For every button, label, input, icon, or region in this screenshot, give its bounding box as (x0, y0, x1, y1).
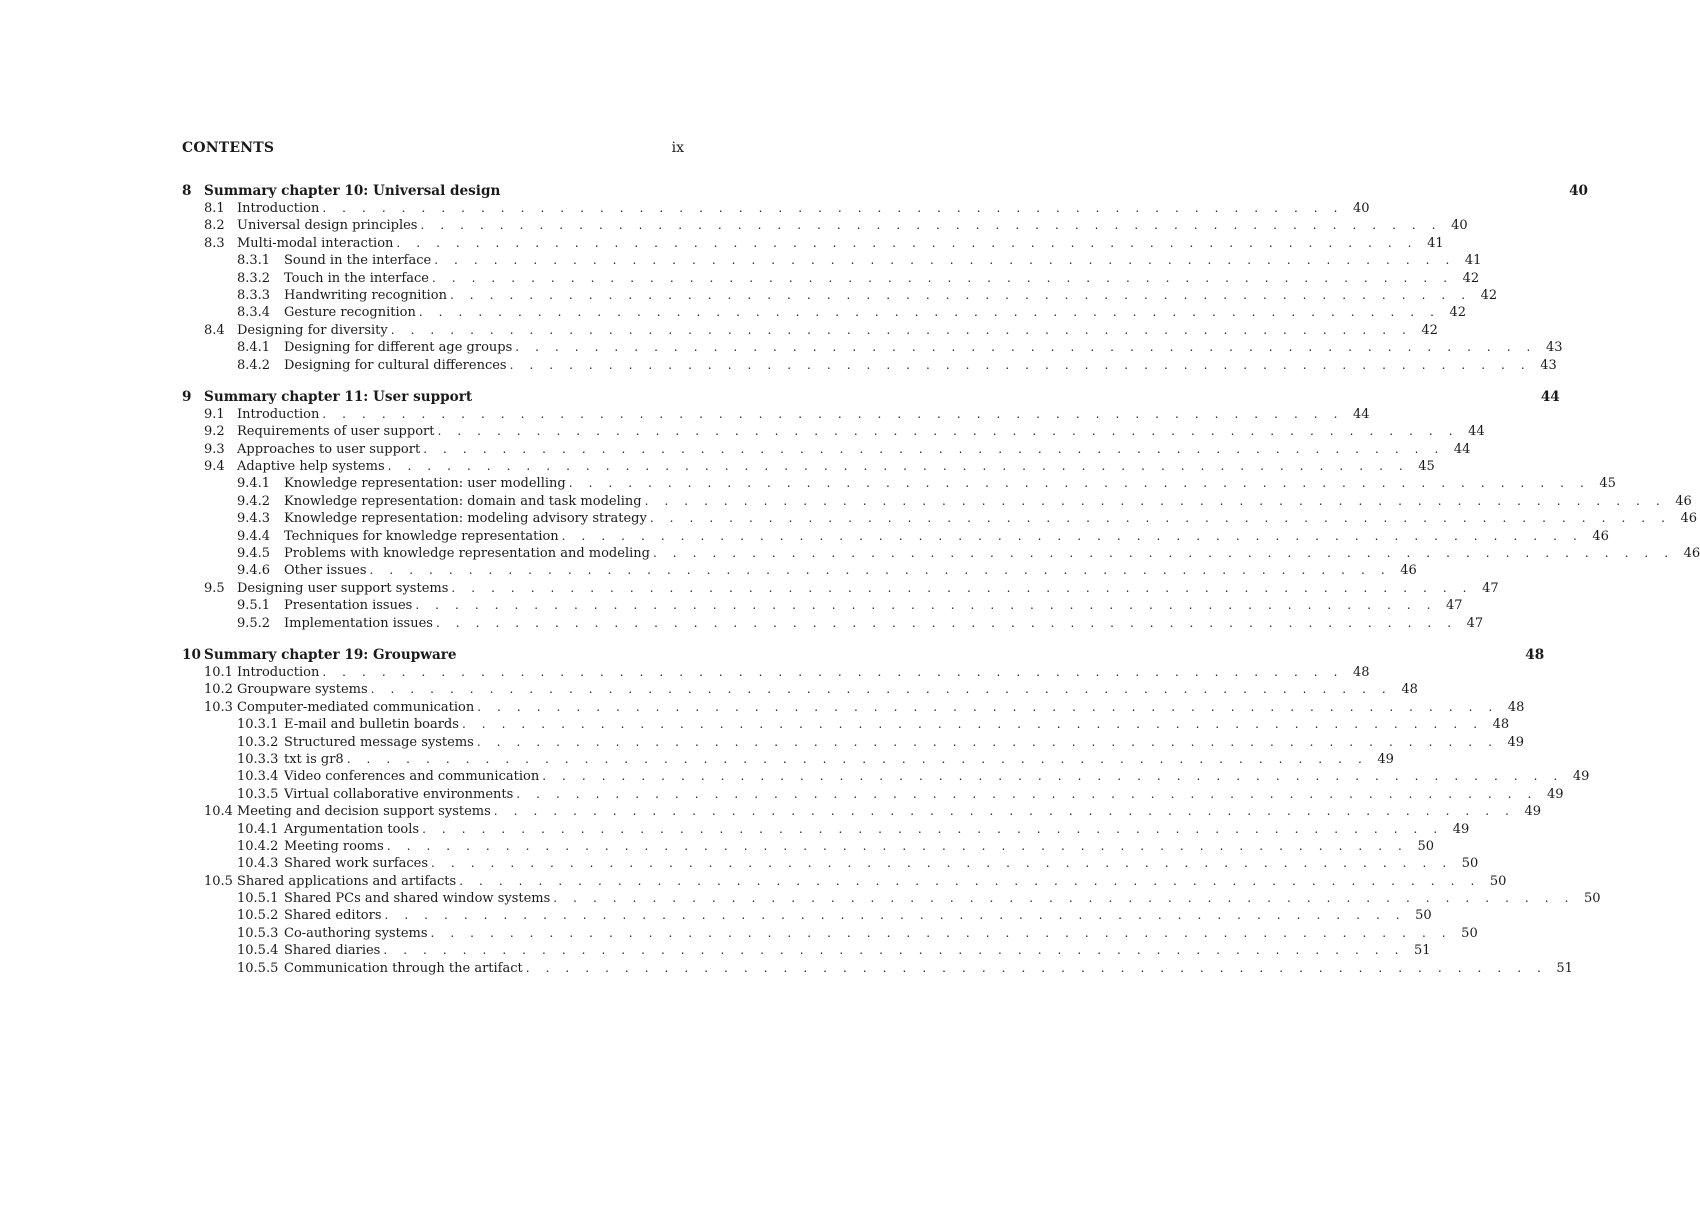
dot-leader: . . . . . . . . . . . . . . . . . . . . . . . . . . . . . . . . . . . . . . . . . . . . . . . . . . . . (369, 563, 1391, 578)
dot-leader: . . . . . . . . . . . . . . . . . . . . . . . . . . . . . . . . . . . . . . . . . . . . . . . . . . . . (383, 943, 1405, 958)
toc-subsection-number: 9.5.1 (237, 598, 271, 614)
toc-subsection-number: 8.3.3 (237, 287, 271, 303)
toc-chapter-heading[interactable] (182, 646, 1545, 664)
toc-subsection-number: 10.5.5 (237, 960, 279, 976)
dot-leader: . . . . . . . . . . . . . . . . . . . . . . . . . . . . . . . . . . . . . . . . . . . . . . . . . . . . (437, 424, 1459, 439)
toc-subsection-page: 51 (1414, 943, 1431, 959)
toc-subsection[interactable] (182, 339, 1563, 356)
toc-subsection-title: Meeting rooms (284, 838, 384, 854)
toc-subsection[interactable] (182, 493, 1692, 510)
toc-section-page: 40 (1451, 218, 1468, 234)
toc-section[interactable] (182, 441, 1471, 458)
toc-subsection-title: Gesture recognition (284, 305, 416, 321)
toc-subsection[interactable] (182, 597, 1463, 614)
dot-leader: . . . . . . . . . . . . . . . . . . . . . . . . . . . . . . . . . . . . . . . . . . . . . . . . . . . . (431, 270, 1454, 285)
toc-chapter (182, 388, 1700, 632)
toc-subsection-title: txt is gr8 (284, 751, 344, 767)
toc-subsection-number: 10.4.2 (237, 838, 279, 854)
toc-subsection[interactable] (182, 942, 1431, 959)
dot-leader: . . . . . . . . . . . . . . . . . . . . . . . . . . . . . . . . . . . . . . . . . . . . . . . . . . . . (542, 769, 1564, 784)
toc-subsection-page: 48 (1492, 717, 1510, 733)
toc-chapter-heading-page: 48 (1525, 646, 1545, 663)
toc-subsection[interactable] (182, 855, 1479, 872)
dot-leader: . . . . . . . . . . . . . . . . . . . . . . . . . . . . . . . . . . . . . . . . . . . . . . . . . . . . (568, 476, 1590, 491)
toc-section-page: 48 (1401, 682, 1418, 698)
toc-subsection-page: 49 (1377, 751, 1394, 767)
toc-subsection-title: Argumentation tools (284, 821, 420, 837)
toc-subsection-page: 46 (1683, 546, 1700, 562)
toc-subsection[interactable] (182, 562, 1417, 579)
toc-subsection-title: Handwriting recognition (284, 287, 447, 303)
toc-subsection-number: 8.3.4 (237, 305, 271, 321)
toc-subsection[interactable] (182, 890, 1601, 907)
toc-subsection-page: 49 (1507, 734, 1525, 750)
toc-subsection-number: 10.3.1 (237, 717, 279, 733)
dot-leader: . . . . . . . . . . . . . . . . . . . . . . . . . . . . . . . . . . . . . . . . . . . . . . . . . . . . (346, 751, 1368, 766)
toc-subsection-title: Techniques for knowledge representation (284, 528, 559, 544)
toc-subsection-page: 51 (1556, 960, 1573, 976)
toc-subsection[interactable] (182, 925, 1478, 942)
dot-leader: . . . . . . . . . . . . . . . . . . . . . . . . . . . . . . . . . . . . . . . . . . . . . . . . . . . . (396, 235, 1418, 250)
toc-subsection-title: Presentation issues (284, 598, 413, 614)
toc-subsection-number: 9.5.2 (237, 615, 271, 631)
toc-subsection-number: 9.4.5 (237, 546, 271, 562)
toc-subsection-page: 47 (1466, 615, 1484, 631)
toc-subsection-page: 42 (1480, 287, 1498, 303)
toc-section-title: Introduction (237, 664, 320, 680)
toc-section[interactable] (182, 200, 1370, 217)
toc-subsection-number: 8.3.2 (237, 270, 271, 286)
toc-chapter-heading[interactable] (182, 388, 1560, 406)
toc-section-number: 10.5 (204, 873, 233, 889)
toc-subsection-number: 10.3.2 (237, 734, 279, 750)
toc-section[interactable] (182, 681, 1418, 698)
toc-section-title: Introduction (237, 406, 320, 422)
toc-chapter-heading-title: Summary chapter 11: User support (204, 388, 473, 405)
toc-subsection[interactable] (182, 960, 1573, 977)
toc-subsection-title: Communication through the artifact (284, 960, 523, 976)
toc-subsection[interactable] (182, 510, 1698, 527)
toc-subsection-page: 46 (1592, 528, 1609, 544)
toc-subsection-page: 50 (1461, 925, 1478, 941)
toc-section-number: 8.4 (204, 322, 225, 338)
toc-section-title: Meeting and decision support systems (237, 804, 491, 820)
toc-subsection[interactable] (182, 751, 1394, 768)
dot-leader: . . . . . . . . . . . . . . . . . . . . . . . . . . . . . . . . . . . . . . . . . . . . . . . . . . . . (390, 322, 1412, 337)
toc-chapter-heading-title: Summary chapter 10: Universal design (204, 183, 501, 199)
dot-leader: . . . . . . . . . . . . . . . . . . . . . . . . . . . . . . . . . . . . . . . . . . . . . . . . . . . . (418, 305, 1441, 320)
toc-subsection-title: Designing for different age groups (284, 340, 513, 356)
toc-subsection[interactable] (182, 615, 1484, 632)
toc-subsection-number: 8.3.1 (237, 253, 271, 269)
toc-subsection-number: 8.4.1 (237, 340, 271, 356)
dot-leader: . . . . . . . . . . . . . . . . . . . . . . . . . . . . . . . . . . . . . . . . . . . . . . . . . . . . (493, 804, 1515, 819)
toc-subsection-number: 10.5.2 (237, 908, 279, 924)
toc-section-page: 44 (1353, 406, 1370, 422)
toc-section-title: Shared applications and artifacts (237, 873, 457, 889)
toc-subsection-page: 50 (1583, 891, 1601, 907)
toc-subsection-number: 10.5.4 (237, 943, 279, 959)
toc-subsection-page: 50 (1415, 908, 1432, 924)
dot-leader: . . . . . . . . . . . . . . . . . . . . . . . . . . . . . . . . . . . . . . . . . . . . . . . . . . . . (461, 717, 1484, 732)
toc-section-title: Designing for diversity (237, 322, 388, 338)
toc-subsection[interactable] (182, 304, 1467, 321)
toc-subsection[interactable] (182, 821, 1470, 838)
toc-subsection-title: Shared diaries (284, 943, 381, 959)
toc-section-title: Groupware systems (237, 682, 368, 698)
toc-section[interactable] (182, 458, 1435, 475)
toc-subsection-title: Co-authoring systems (284, 925, 428, 941)
toc-chapter-heading[interactable] (182, 182, 1588, 200)
dot-leader: . . . . . . . . . . . . . . . . . . . . . . . . . . . . . . . . . . . . . . . . . . . . . . . . . . . . (459, 873, 1481, 888)
toc-chapter-heading-number: 10 (182, 646, 201, 663)
contents-page (182, 140, 1700, 991)
dot-leader: . . . . . . . . . . . . . . . . . . . . . . . . . . . . . . . . . . . . . . . . . . . . . . . . . . . . (434, 253, 1456, 268)
toc-subsection[interactable] (182, 475, 1616, 492)
toc-subsection-number: 10.3.3 (237, 751, 279, 767)
toc-section[interactable] (182, 217, 1468, 234)
toc-subsection-title: Sound in the interface (284, 253, 432, 269)
toc-subsection[interactable] (182, 287, 1498, 304)
toc-section-title: Computer-mediated communication (237, 699, 475, 715)
toc-section[interactable] (182, 235, 1444, 252)
toc-section-number: 9.3 (204, 441, 225, 457)
toc-subsection-title: Implementation issues (284, 615, 433, 631)
dot-leader: . . . . . . . . . . . . . . . . . . . . . . . . . . . . . . . . . . . . . . . . . . . . . . . . . . . . (649, 511, 1672, 526)
toc-subsection-title: Knowledge representation: user modelling (284, 476, 566, 492)
toc-section-number: 8.3 (204, 235, 225, 251)
toc-subsection-number: 8.4.2 (237, 357, 271, 373)
toc-section-title: Universal design principles (237, 218, 418, 234)
toc-section-page: 45 (1418, 459, 1435, 475)
toc-section-number: 10.2 (204, 682, 233, 698)
dot-leader: . . . . . . . . . . . . . . . . . . . . . . . . . . . . . . . . . . . . . . . . . . . . . . . . . . . . (322, 406, 1344, 421)
toc-subsection[interactable] (182, 734, 1525, 751)
toc-subsection[interactable] (182, 270, 1480, 287)
toc-subsection[interactable] (182, 545, 1700, 562)
dot-leader: . . . . . . . . . . . . . . . . . . . . . . . . . . . . . . . . . . . . . . . . . . . . . . . . . . . . (477, 699, 1499, 714)
toc-section-title: Requirements of user support (237, 424, 435, 440)
dot-leader: . . . . . . . . . . . . . . . . . . . . . . . . . . . . . . . . . . . . . . . . . . . . . . . . . . . . (322, 664, 1344, 679)
toc-section-title: Introduction (237, 201, 320, 216)
toc-subsection-page: 41 (1464, 253, 1482, 269)
toc-section[interactable] (182, 664, 1370, 681)
toc-subsection[interactable] (182, 907, 1432, 924)
toc-section-page: 40 (1353, 201, 1370, 216)
toc-subsection-number: 10.5.3 (237, 925, 279, 941)
dot-leader: . . . . . . . . . . . . . . . . . . . . . . . . . . . . . . . . . . . . . . . . . . . . . . . . . . . . (370, 682, 1392, 697)
toc-subsection-number: 10.4.3 (237, 856, 279, 872)
toc-section-page: 49 (1524, 804, 1541, 820)
toc-subsection-number: 9.4.2 (237, 493, 271, 509)
toc-subsection-title: E-mail and bulletin boards (284, 717, 459, 733)
toc-section-title: Adaptive help systems (237, 459, 385, 475)
toc-subsection[interactable] (182, 252, 1482, 269)
toc-section-title: Designing user support systems (237, 580, 449, 596)
toc-subsection-title: Structured message systems (284, 734, 474, 750)
toc-section-page: 50 (1489, 873, 1507, 889)
dot-leader: . . . . . . . . . . . . . . . . . . . . . . . . . . . . . . . . . . . . . . . . . . . . . . . . . . . . (644, 493, 1666, 508)
toc-section-number: 9.1 (204, 406, 225, 422)
toc-subsection-number: 10.5.1 (237, 891, 279, 907)
toc-chapter-heading-page: 44 (1540, 388, 1560, 405)
toc-subsection-title: Virtual collaborative environments (284, 786, 514, 802)
toc-subsection-title: Touch in the interface (284, 270, 429, 286)
toc-subsection-title: Shared editors (284, 908, 382, 924)
header-page-number: ix (671, 140, 684, 156)
toc-section-page: 44 (1468, 424, 1485, 440)
toc-chapter-heading-title: Summary chapter 19: Groupware (204, 646, 457, 663)
toc-subsection-number: 9.4.6 (237, 563, 271, 579)
toc-section-number: 9.5 (204, 580, 225, 596)
toc-section[interactable] (182, 322, 1438, 339)
dot-leader: . . . . . . . . . . . . . . . . . . . . . . . . . . . . . . . . . . . . . . . . . . . . . . . . . . . . (415, 598, 1437, 613)
toc-section-page: 41 (1427, 235, 1444, 251)
toc-section-title: Approaches to user support (237, 441, 421, 457)
dot-leader: . . . . . . . . . . . . . . . . . . . . . . . . . . . . . . . . . . . . . . . . . . . . . . . . . . . . (322, 201, 1344, 215)
dot-leader: . . . . . . . . . . . . . . . . . . . . . . . . . . . . . . . . . . . . . . . . . . . . . . . . . . . . (430, 925, 1452, 940)
toc-subsection[interactable] (182, 357, 1557, 374)
toc-section[interactable] (182, 406, 1370, 423)
dot-leader: . . . . . . . . . . . . . . . . . . . . . . . . . . . . . . . . . . . . . . . . . . . . . . . . . . . . (561, 528, 1583, 543)
dot-leader: . . . . . . . . . . . . . . . . . . . . . . . . . . . . . . . . . . . . . . . . . . . . . . . . . . . . (435, 615, 1458, 630)
toc-section[interactable] (182, 580, 1499, 597)
toc-subsection-title: Knowledge representation: modeling advisory strategy (284, 511, 647, 527)
dot-leader: . . . . . . . . . . . . . . . . . . . . . . . . . . . . . . . . . . . . . . . . . . . . . . . . . . . . (423, 441, 1445, 456)
dot-leader: . . . . . . . . . . . . . . . . . . . . . . . . . . . . . . . . . . . . . . . . . . . . . . . . . . . . (449, 287, 1472, 302)
dot-leader: . . . . . . . . . . . . . . . . . . . . . . . . . . . . . . . . . . . . . . . . . . . . . . . . . . . . (476, 734, 1499, 749)
toc-chapter (182, 646, 1601, 977)
toc-section-number: 10.4 (204, 804, 233, 820)
toc-section[interactable] (182, 803, 1541, 820)
toc-section-page: 44 (1453, 441, 1471, 457)
toc-chapter-heading-page: 40 (1569, 183, 1588, 199)
running-header (182, 140, 684, 162)
toc-subsection-number: 10.3.5 (237, 786, 279, 802)
toc-subsection-page: 43 (1540, 357, 1557, 373)
toc-subsection-page: 42 (1449, 305, 1467, 321)
dot-leader: . . . . . . . . . . . . . . . . . . . . . . . . . . . . . . . . . . . . . . . . . . . . . . . . . . . . (422, 821, 1444, 836)
dot-leader: . . . . . . . . . . . . . . . . . . . . . . . . . . . . . . . . . . . . . . . . . . . . . . . . . . . . (386, 838, 1408, 853)
toc-section-number: 8.1 (204, 201, 225, 216)
toc-subsection[interactable] (182, 768, 1590, 785)
toc-subsection-title: Problems with knowledge representation and modeling (284, 546, 650, 562)
toc-section-number: 9.4 (204, 459, 225, 475)
toc-subsection-title: Knowledge representation: domain and task modeling (284, 493, 642, 509)
toc-section-page: 48 (1353, 664, 1370, 680)
toc-subsection-number: 9.4.3 (237, 511, 271, 527)
dot-leader: . . . . . . . . . . . . . . . . . . . . . . . . . . . . . . . . . . . . . . . . . . . . . . . . . . . . (387, 459, 1409, 474)
toc-subsection-page: 47 (1445, 598, 1463, 614)
toc-subsection-number: 9.4.1 (237, 476, 271, 492)
toc-subsection[interactable] (182, 838, 1434, 855)
toc-subsection-page: 46 (1675, 493, 1692, 509)
toc-section-number: 8.2 (204, 218, 225, 234)
toc-subsection-title: Designing for cultural differences (284, 357, 507, 373)
toc-subsection-page: 46 (1400, 563, 1417, 579)
toc-subsection-title: Shared PCs and shared window systems (284, 891, 551, 907)
header-title: CONTENTS (182, 140, 275, 156)
toc-chapter-heading-number: 9 (182, 388, 192, 405)
toc-subsection-page: 49 (1546, 786, 1564, 802)
toc-section-page: 48 (1507, 699, 1525, 715)
toc-section[interactable] (182, 699, 1525, 716)
toc-subsection-title: Shared work surfaces (284, 856, 429, 872)
dot-leader: . . . . . . . . . . . . . . . . . . . . . . . . . . . . . . . . . . . . . . . . . . . . . . . . . . . . (515, 340, 1537, 355)
dot-leader: . . . . . . . . . . . . . . . . . . . . . . . . . . . . . . . . . . . . . . . . . . . . . . . . . . . . (553, 891, 1575, 906)
dot-leader: . . . . . . . . . . . . . . . . . . . . . . . . . . . . . . . . . . . . . . . . . . . . . . . . . . . . (516, 786, 1538, 801)
dot-leader: . . . . . . . . . . . . . . . . . . . . . . . . . . . . . . . . . . . . . . . . . . . . . . . . . . . . (509, 357, 1531, 372)
toc-chapter (182, 182, 1588, 374)
toc-subsection-title: Video conferences and communication (284, 769, 540, 785)
dot-leader: . . . . . . . . . . . . . . . . . . . . . . . . . . . . . . . . . . . . . . . . . . . . . . . . . . . . (384, 908, 1406, 923)
toc-subsection[interactable] (182, 528, 1609, 545)
dot-leader: . . . . . . . . . . . . . . . . . . . . . . . . . . . . . . . . . . . . . . . . . . . . . . . . . . . . (420, 218, 1442, 233)
toc-subsection-page: 50 (1417, 838, 1434, 854)
toc-subsection-page: 45 (1599, 476, 1616, 492)
toc-subsection-title: Other issues (284, 563, 367, 579)
toc-subsection-page: 43 (1545, 340, 1563, 356)
dot-leader: . . . . . . . . . . . . . . . . . . . . . . . . . . . . . . . . . . . . . . . . . . . . . . . . . . . . (431, 856, 1453, 871)
toc-subsection-page: 50 (1461, 856, 1479, 872)
toc-section-title: Multi-modal interaction (237, 235, 394, 251)
toc-subsection-page: 46 (1680, 511, 1698, 527)
toc-section-number: 10.3 (204, 699, 233, 715)
dot-leader: . . . . . . . . . . . . . . . . . . . . . . . . . . . . . . . . . . . . . . . . . . . . . . . . . . . . (451, 580, 1473, 595)
toc-section[interactable] (182, 423, 1485, 440)
toc-chapter-heading-number: 8 (182, 183, 192, 199)
toc-subsection-number: 10.3.4 (237, 769, 279, 785)
toc-subsection-number: 10.4.1 (237, 821, 279, 837)
toc-section-number: 9.2 (204, 424, 225, 440)
dot-leader: . . . . . . . . . . . . . . . . . . . . . . . . . . . . . . . . . . . . . . . . . . . . . . . . . . . . (525, 960, 1547, 975)
toc-subsection-page: 49 (1572, 769, 1590, 785)
toc-subsection-page: 42 (1462, 270, 1480, 286)
toc-section-page: 42 (1421, 322, 1438, 338)
table-of-contents (182, 182, 1700, 977)
toc-subsection-page: 49 (1452, 821, 1470, 837)
toc-subsection[interactable] (182, 716, 1510, 733)
toc-subsection[interactable] (182, 786, 1564, 803)
toc-section[interactable] (182, 873, 1507, 890)
toc-section-page: 47 (1482, 580, 1499, 596)
toc-subsection-number: 9.4.4 (237, 528, 271, 544)
dot-leader: . . . . . . . . . . . . . . . . . . . . . . . . . . . . . . . . . . . . . . . . . . . . . . . . . . . . (652, 546, 1675, 561)
toc-section-number: 10.1 (204, 664, 233, 680)
